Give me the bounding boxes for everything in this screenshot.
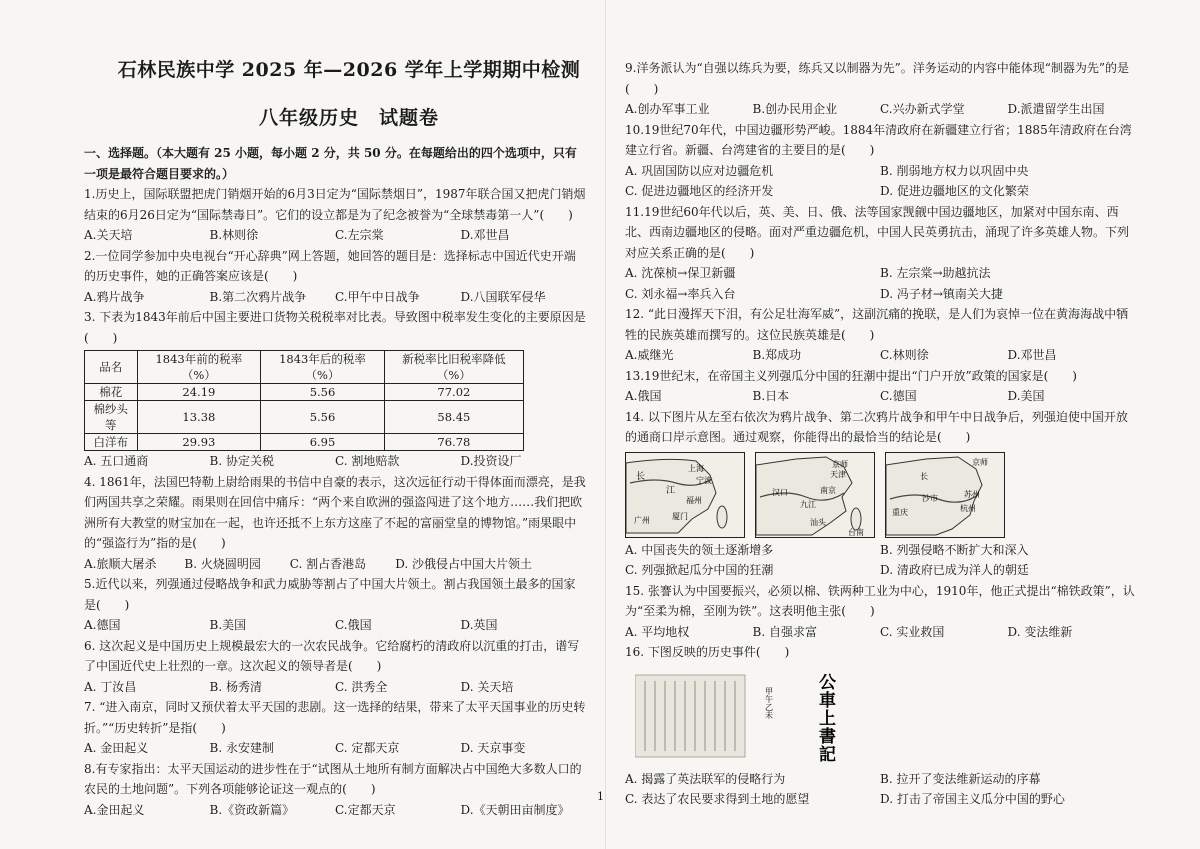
map-label: 上海 xyxy=(688,463,704,473)
question-4: 4. 1861年，法国巴特勒上尉给雨果的书信中自豪的表示，这次远征行动干得体面而漂亮，是我们两国共享之荣耀。雨果则在回信中痛斥：“两个来自欧洲的强盗闯进了这个地方……我们把欧洲所有大教堂的财宝加在一起，也许还抵不上东方这座了不起的富丽堂皇的博物馆。”雨果眼中的“强盗行为”指的是( ) xyxy=(84,474,586,550)
table-cell: 5.56 xyxy=(261,384,385,401)
table-header: 品名 xyxy=(85,351,138,384)
option: A.旅顺大屠杀 xyxy=(84,556,157,571)
option: A.俄国 xyxy=(625,389,662,403)
option: D. 冯子材→镇南关大捷 xyxy=(880,286,1003,301)
table-cell: 29.93 xyxy=(137,434,261,451)
table-cell: 6.95 xyxy=(261,434,385,451)
map-label: 宁波 xyxy=(696,475,712,485)
option: A.金田起义 xyxy=(84,802,145,817)
option: C. 列强掀起瓜分中国的狂潮 xyxy=(625,563,774,577)
question-14-options-cd xyxy=(625,560,1135,581)
exam-title: 石林民族中学 2025 年—2026 学年上学期期中检测 xyxy=(117,59,581,81)
table-cell: 棉花 xyxy=(85,384,138,401)
option: C.甲午中日战争 xyxy=(335,289,420,304)
question-11: 11.19世纪60年代以后，英、美、日、俄、法等国家觊觎中国边疆地区，加紧对中国东南、西北、西南边疆地区的侵略。面对严重边疆危机，中国人民英勇抗击，涌现了许多英雄人物。下列对应关系正确的是( ) xyxy=(625,204,1130,260)
option: B. 火烧圆明园 xyxy=(184,556,261,571)
map-label: 厦门 xyxy=(672,511,688,521)
option: B. 自强求富 xyxy=(752,624,817,639)
map-label: 汉口 xyxy=(772,487,788,497)
question-11-options-ab xyxy=(625,263,1135,284)
option: B.创办民用企业 xyxy=(752,102,838,116)
question-14: 14. 以下图片从左至右依次为鸦片战争、第二次鸦片战争和甲午中日战争后，列强迫使中国开放的通商口岸示意图。通过观察，你能得出的最恰当的结论是( ) xyxy=(625,409,1128,444)
map-label: 杭州 xyxy=(960,503,976,513)
option: D. 促进边疆地区的文化繁荣 xyxy=(880,184,1029,198)
map-label: 台南 xyxy=(848,527,864,537)
question-13: 13.19世纪末，在帝国主义列强瓜分中国的狂潮中提出“门户开放”政策的国家是( ) xyxy=(625,368,1077,383)
left-flow xyxy=(84,143,586,820)
question-9-options xyxy=(625,99,1135,120)
question-14-options-ab xyxy=(625,540,1135,561)
table-row xyxy=(85,401,524,434)
option: D. 清政府已成为洋人的朝廷 xyxy=(880,563,1029,577)
map-sino-japanese-war xyxy=(885,452,1005,538)
question-10-options-ab xyxy=(625,161,1135,182)
question-3: 3. 下表为1843年前后中国主要进口货物关税税率对比表。导致图中税率发生变化的主要原因是( ) xyxy=(84,310,586,345)
option: A.创办军事工业 xyxy=(625,102,710,116)
option: B. 协定关税 xyxy=(209,454,274,468)
map-label: 长 xyxy=(920,471,928,481)
calligraphy-main: 公車上書記 xyxy=(815,672,835,763)
option: C. 刘永福→率兵入台 xyxy=(625,286,736,301)
option: D. 天京事变 xyxy=(460,741,526,755)
option: B.郑成功 xyxy=(752,348,802,362)
table-header: 新税率比旧税率降低（%） xyxy=(384,351,523,384)
table-header: 1843年后的税率（%） xyxy=(261,351,385,384)
option: C.德国 xyxy=(880,389,917,403)
option: D. 关天培 xyxy=(460,679,514,694)
tariff-table xyxy=(84,350,524,451)
option: D.英国 xyxy=(460,618,498,632)
option: D.《天朝田亩制度》 xyxy=(460,802,570,817)
option: C.兴办新式学堂 xyxy=(880,102,965,116)
option: D. 沙俄侵占中国大片领土 xyxy=(395,556,533,571)
option: B. 削弱地方权力以巩固中央 xyxy=(880,163,1029,178)
table-header: 1843年前的税率（%） xyxy=(137,351,261,384)
map-label: 京师 xyxy=(972,457,988,467)
question-6: 6. 这次起义是中国历史上规模最宏大的一次农民战争。它给腐朽的清政府以沉重的打击，谱写了中国近代史上壮烈的一章。这次起义的领导者是( ) xyxy=(84,638,580,673)
question-15-options xyxy=(625,622,1135,643)
question-12-options xyxy=(625,345,1135,366)
option: C.定都天京 xyxy=(335,802,396,817)
question-8: 8.有专家指出：太平天国运动的进步性在于“试图从土地所有制方面解决占中国绝大多数人口的农民的土地问题”。下列各项能够论证这一观点的( ) xyxy=(84,761,582,796)
map-label: 福州 xyxy=(686,495,702,505)
calligraphy-side: 甲午乙未 xyxy=(764,686,774,719)
question-3-options xyxy=(84,451,586,472)
table-cell: 58.45 xyxy=(384,401,523,434)
option: C. 实业救国 xyxy=(880,624,945,639)
map-label: 广州 xyxy=(634,515,650,525)
question-7: 7. “进入南京，同时又预伏着太平天国的悲剧。这一选择的结果，带来了太平天国事业的历史转折。”“历史转折”是指( ) xyxy=(84,700,586,735)
china-coast-map-2 xyxy=(756,453,874,537)
question-12: 12. “此日漫挥天下泪，有公足壮海军威”，这副沉痛的挽联，是人们为哀悼一位在黄海海战中牺牲的民族英雄而撰写的。这位民族英雄是( ) xyxy=(625,307,1129,342)
question-15: 15. 张謇认为中国要振兴，必须以棉、铁两种工业为中心，1910年，他正式提出“棉铁政策”，认为“至柔为棉，至刚为铁”。这表明他主张( ) xyxy=(625,583,1135,618)
question-1-options xyxy=(84,225,586,246)
table-cell: 棉纱头等 xyxy=(85,401,138,434)
question-2-options xyxy=(84,287,586,308)
option: B. 拉开了变法维新运动的序幕 xyxy=(880,771,1041,786)
right-flow xyxy=(625,58,1135,810)
option: B. 列强侵略不断扩大和深入 xyxy=(880,542,1029,557)
option: A. 平均地权 xyxy=(625,624,690,639)
map-label: 九江 xyxy=(800,499,816,509)
option: C. 促进边疆地区的经济开发 xyxy=(625,184,774,198)
question-16-options-cd xyxy=(625,789,1135,810)
china-coast-map-1 xyxy=(626,453,744,537)
question-10: 10.19世纪70年代，中国边疆形势严峻。1884年清政府在新疆建立行省；1885年清政府在台湾建立行省。新疆、台湾建省的主要目的是( ) xyxy=(625,122,1132,157)
question-7-options xyxy=(84,738,586,759)
question-5-options xyxy=(84,615,586,636)
option: A.德国 xyxy=(84,618,121,632)
map-label: 南京 xyxy=(820,485,836,495)
question-13-options xyxy=(625,386,1135,407)
option: A.关天培 xyxy=(84,228,133,242)
section-heading: 一、选择题。（本大题有 25 小题，每小题 2 分，共 50 分。在每题给出的四个选项中，只有一项是最符合题目要求的。） xyxy=(84,146,577,181)
question-9: 9.洋务派认为“自强以练兵为要，练兵又以制器为先”。洋务运动的内容中能体现“制器为先”的是( ) xyxy=(625,61,1129,96)
option: A. 金田起义 xyxy=(84,741,149,755)
manuscript-image xyxy=(635,667,875,763)
table-cell: 77.02 xyxy=(384,384,523,401)
map-label: 京师 xyxy=(832,459,848,469)
question-6-options xyxy=(84,677,586,698)
option: D. 打击了帝国主义瓜分中国的野心 xyxy=(880,792,1065,806)
question-8-options xyxy=(84,800,586,821)
exam-subtitle: 八年级历史 试题卷 xyxy=(258,107,439,129)
option: C. 表达了农民要求得到土地的愿望 xyxy=(625,792,810,806)
question-10-options-cd xyxy=(625,181,1135,202)
page-number: 1 xyxy=(597,790,604,803)
option: B.《资政新篇》 xyxy=(209,802,295,817)
table-cell: 24.19 xyxy=(137,384,261,401)
map-label: 沙市 xyxy=(922,493,938,503)
option: B. 永安建制 xyxy=(209,741,274,755)
map-label: 天津 xyxy=(830,469,846,479)
option: D.八国联军侵华 xyxy=(460,289,546,304)
table-row xyxy=(85,384,524,401)
table-cell: 5.56 xyxy=(261,401,385,434)
option: C. 割占香港岛 xyxy=(289,556,367,571)
map-second-opium-war xyxy=(755,452,875,538)
table-cell: 76.78 xyxy=(384,434,523,451)
question-16-options-ab xyxy=(625,769,1135,790)
option: D. 变法维新 xyxy=(1007,624,1073,639)
table-cell: 13.38 xyxy=(137,401,261,434)
page-fold xyxy=(605,0,606,849)
option: A. 巩固国防以应对边疆危机 xyxy=(625,163,774,178)
option: C.左宗棠 xyxy=(335,228,384,242)
china-coast-map-3 xyxy=(886,453,1004,537)
option: C.林则徐 xyxy=(880,348,929,362)
option: B. 左宗棠→助越抗法 xyxy=(880,266,991,280)
option: B.第二次鸦片战争 xyxy=(209,289,307,304)
option: A. 沈葆桢→保卫新疆 xyxy=(625,266,736,280)
option: A. 揭露了英法联军的侵略行为 xyxy=(625,771,786,786)
map-opium-war xyxy=(625,452,745,538)
option: B.林则徐 xyxy=(209,228,259,242)
question-16: 16. 下图反映的历史事件( ) xyxy=(625,645,790,659)
option: A.威继光 xyxy=(625,348,674,362)
option: D.邓世昌 xyxy=(460,228,510,242)
map-label: 重庆 xyxy=(892,507,908,517)
option: A. 中国丧失的领土逐渐增多 xyxy=(625,542,774,557)
option: A.鸦片战争 xyxy=(84,289,145,304)
option: A. 五口通商 xyxy=(84,454,149,468)
option: B.日本 xyxy=(752,389,790,403)
question-5: 5.近代以来，列强通过侵略战争和武力威胁等割占了中国大片领土。割占我国领土最多的国家是( ) xyxy=(84,577,576,612)
table-row xyxy=(85,434,524,451)
option: D.美国 xyxy=(1007,389,1045,403)
option: A. 丁汝昌 xyxy=(84,679,137,694)
option: B. 杨秀清 xyxy=(209,679,262,694)
option: D.派遣留学生出国 xyxy=(1007,102,1105,116)
map-label: 江 xyxy=(666,485,676,496)
treaty-port-maps xyxy=(625,452,1135,538)
option: C. 洪秀全 xyxy=(335,679,388,694)
question-2: 2.一位同学参加中央电视台“开心辞典”网上答题，她回答的题目是：选择标志中国近代史开端的历史事件，她的正确答案应该是( ) xyxy=(84,248,576,283)
map-label: 长 xyxy=(636,471,646,482)
map-label: 汕头 xyxy=(810,517,826,527)
option: D.邓世昌 xyxy=(1007,348,1057,362)
map-label: 苏州 xyxy=(964,489,980,499)
table-header-row xyxy=(85,351,524,384)
question-1: 1.历史上，国际联盟把虎门销烟开始的6月3日定为“国际禁烟日”，1987年联合国又把虎门销烟结束的6月26日定为“国际禁毒日”。它们的设立都是为了纪念被誉为“全球禁毒第一人”( ) xyxy=(84,187,586,222)
question-11-options-cd xyxy=(625,284,1135,305)
question-4-options xyxy=(84,554,586,575)
option: C. 定都天京 xyxy=(335,741,400,755)
table-cell: 白洋布 xyxy=(85,434,138,451)
option: C.俄国 xyxy=(335,618,372,632)
option: B.美国 xyxy=(209,618,247,632)
option: C. 割地赔款 xyxy=(335,454,400,468)
gongche-shangshu-image xyxy=(635,667,1135,767)
option: D.投资设厂 xyxy=(460,454,522,468)
